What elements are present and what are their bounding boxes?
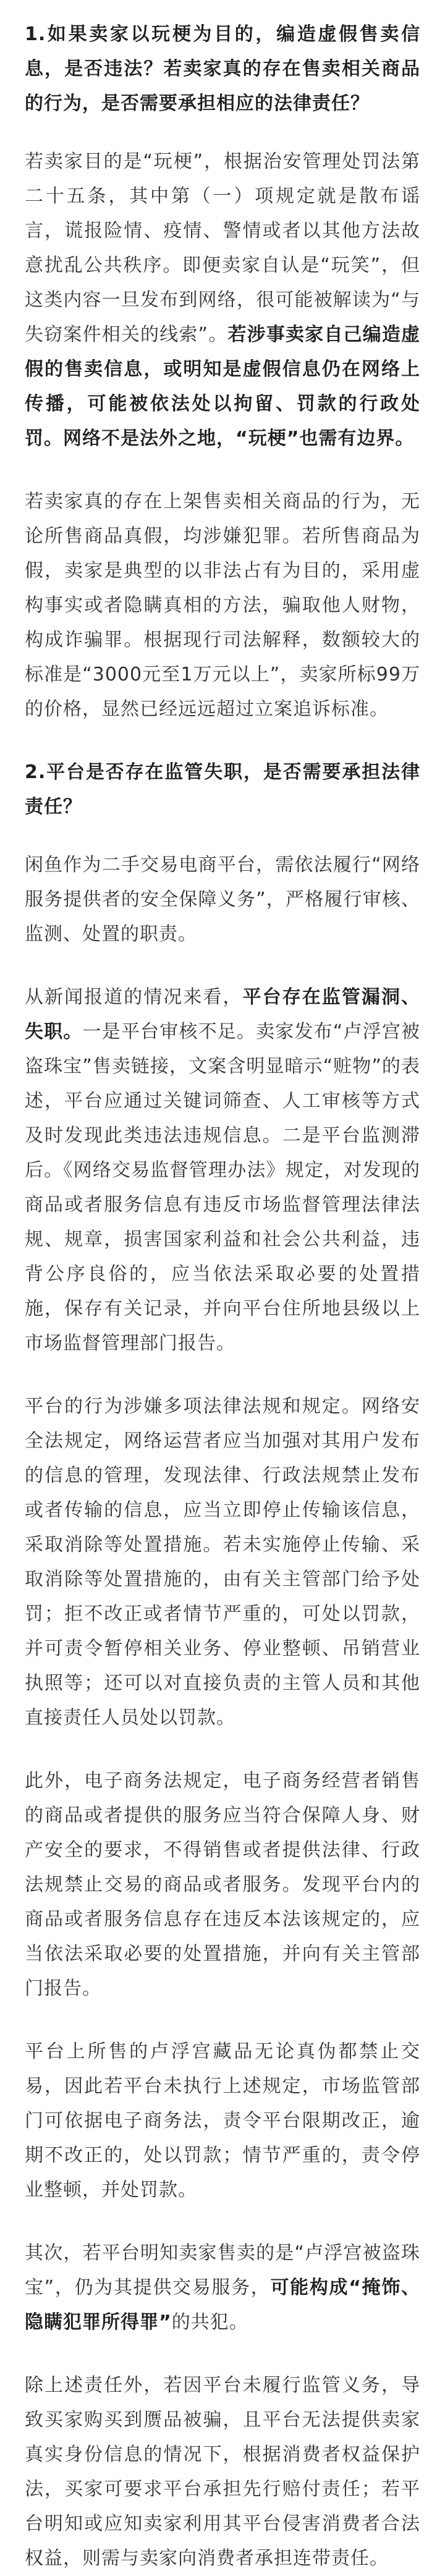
body-text: 一是平台审核不足。卖家发布“卢浮宫被盗珠宝”售卖链接，文案含明显暗示“赃物”的表述，平台应通过关键词筛查、人工审核等方式及时发现此类违法违规信息。二是平台监测滞后。《网络交易监督管理办法》规定，对发现的商品或者服务信息有违反市场监督管理法律法规、规章，损害国家利益和社会公共利益，违背公序良俗的，应当依法采取必要的处置措施，保存有关记录，并向平台住所地县级以上市场监督管理部门报告。 (25, 1021, 421, 1354)
body-text: 除上述责任外，若因平台未履行监管义务，导致买家购买到赝品被骗，且平台无法提供卖家真实身份信息的情况下，根据消费者权益保护法，买家可要求平台承担先行赔付责任；若平台明知或应知卖家利用其平台侵害消费者合法权益，则需与卖家向消费者承担连带责任。 (25, 2375, 420, 2569)
section-1-paragraph-2 (25, 485, 420, 727)
bold-text: 若涉事卖家自己编造虚假的售卖信息，或明知是虚假信息仍在网络上传播，可能被依法处以拘留、罚款的行政处罚。网络不是法外之地，“玩梗”也需有边界。 (25, 324, 421, 449)
section-1-heading: 1.如果卖家以玩梗为目的，编造虚假售卖信息，是否违法？若卖家真的存在售卖相关商品的行为，是否需要承担相应的法律责任？ (25, 23, 420, 114)
section-2-paragraph-5 (25, 2035, 420, 2208)
section-2-paragraph-7 (25, 2368, 420, 2576)
body-text: 若卖家目的是“玩梗”，根据治安管理处罚法第二十五条，其中第（一）项规定就是散布谣言，谎报险情、疫情、警情或者以其他方法故意扰乱公共秩序。即便卖家自认是“玩笑”，但这类内容一旦发布到网络，很可能被解读为“与失窃案件相关的线索”。 (25, 151, 420, 345)
section-1-paragraph-1 (25, 145, 420, 456)
body-text: 若卖家真的存在上架售卖相关商品的行为，无论所售商品真假，均涉嫌犯罪。若所售商品为假，卖家是典型的以非法占有为目的，采用虚构事实或者隐瞒真相的方法，骗取他人财物，构成诈骗罪。根据现行司法解释，数额较大的标准是“3000元至1万元以上”，卖家所标99万的价格，显然已经远远超过立案追诉标准。 (25, 491, 420, 720)
body-text: 从新闻报道的情况来看， (25, 986, 243, 1008)
section-2-paragraph-4 (25, 1764, 420, 2006)
body-text: 平台的行为涉嫌多项法律法规和规定。网络安全法规定，网络运营者应当加强对其用户发布的信息的管理，发现法律、行政法规禁止发布或者传输的信息，应当立即停止传输该信息，采取消除等处置措施。若未实施停止传输、采取消除等处置措施的，由有关主管部门给予处罚；拒不改正或者情节严重的，可处以罚款，并可责令暂停相关业务、停业整顿、吊销营业执照等；还可以对直接负责的主管人员和其他直接责任人员处以罚款。 (25, 1396, 420, 1729)
body-text: 此外，电子商务法规定，电子商务经营者销售的商品或者提供的服务应当符合保障人身、财产安全的要求，不得销售或者提供法律、行政法规禁止交易的商品或者服务。发现平台内的商品或者服务信息存在违反本法该规定的，应当依法采取必要的处置措施，并向有关主管部门报告。 (25, 1770, 420, 1999)
section-2-heading: 2.平台是否存在监管失职，是否需要承担法律责任？ (25, 761, 420, 818)
bold-text: 可能构成“掩饰、隐瞒犯罪所得罪” (25, 2277, 421, 2333)
bold-text: 平台存在监管漏洞、失职。 (25, 986, 421, 1043)
section-2-paragraph-1 (25, 848, 420, 952)
section-2-paragraph-2 (25, 980, 420, 1361)
body-text: 平台上所售的卢浮宫藏品无论真伪都禁止交易，因此若平台未执行上述规定，市场监管部门可依据电子商务法，责令平台限期改正，逾期不改正的，处以罚款；情节严重的，责令停业整顿，并处罚款。 (25, 2041, 420, 2201)
section-2-paragraph-6 (25, 2236, 420, 2340)
body-text: 其次，若平台明知卖家售卖的是“卢浮宫被盗珠宝”，仍为其提供交易服务， (25, 2242, 420, 2298)
body-text: 闲鱼作为二手交易电商平台，需依法履行“网络服务提供者的安全保障义务”，严格履行审核、监测、处置的职责。 (25, 854, 420, 945)
section-2-paragraph-3 (25, 1389, 420, 1735)
body-text: 的共犯。 (171, 2311, 248, 2333)
